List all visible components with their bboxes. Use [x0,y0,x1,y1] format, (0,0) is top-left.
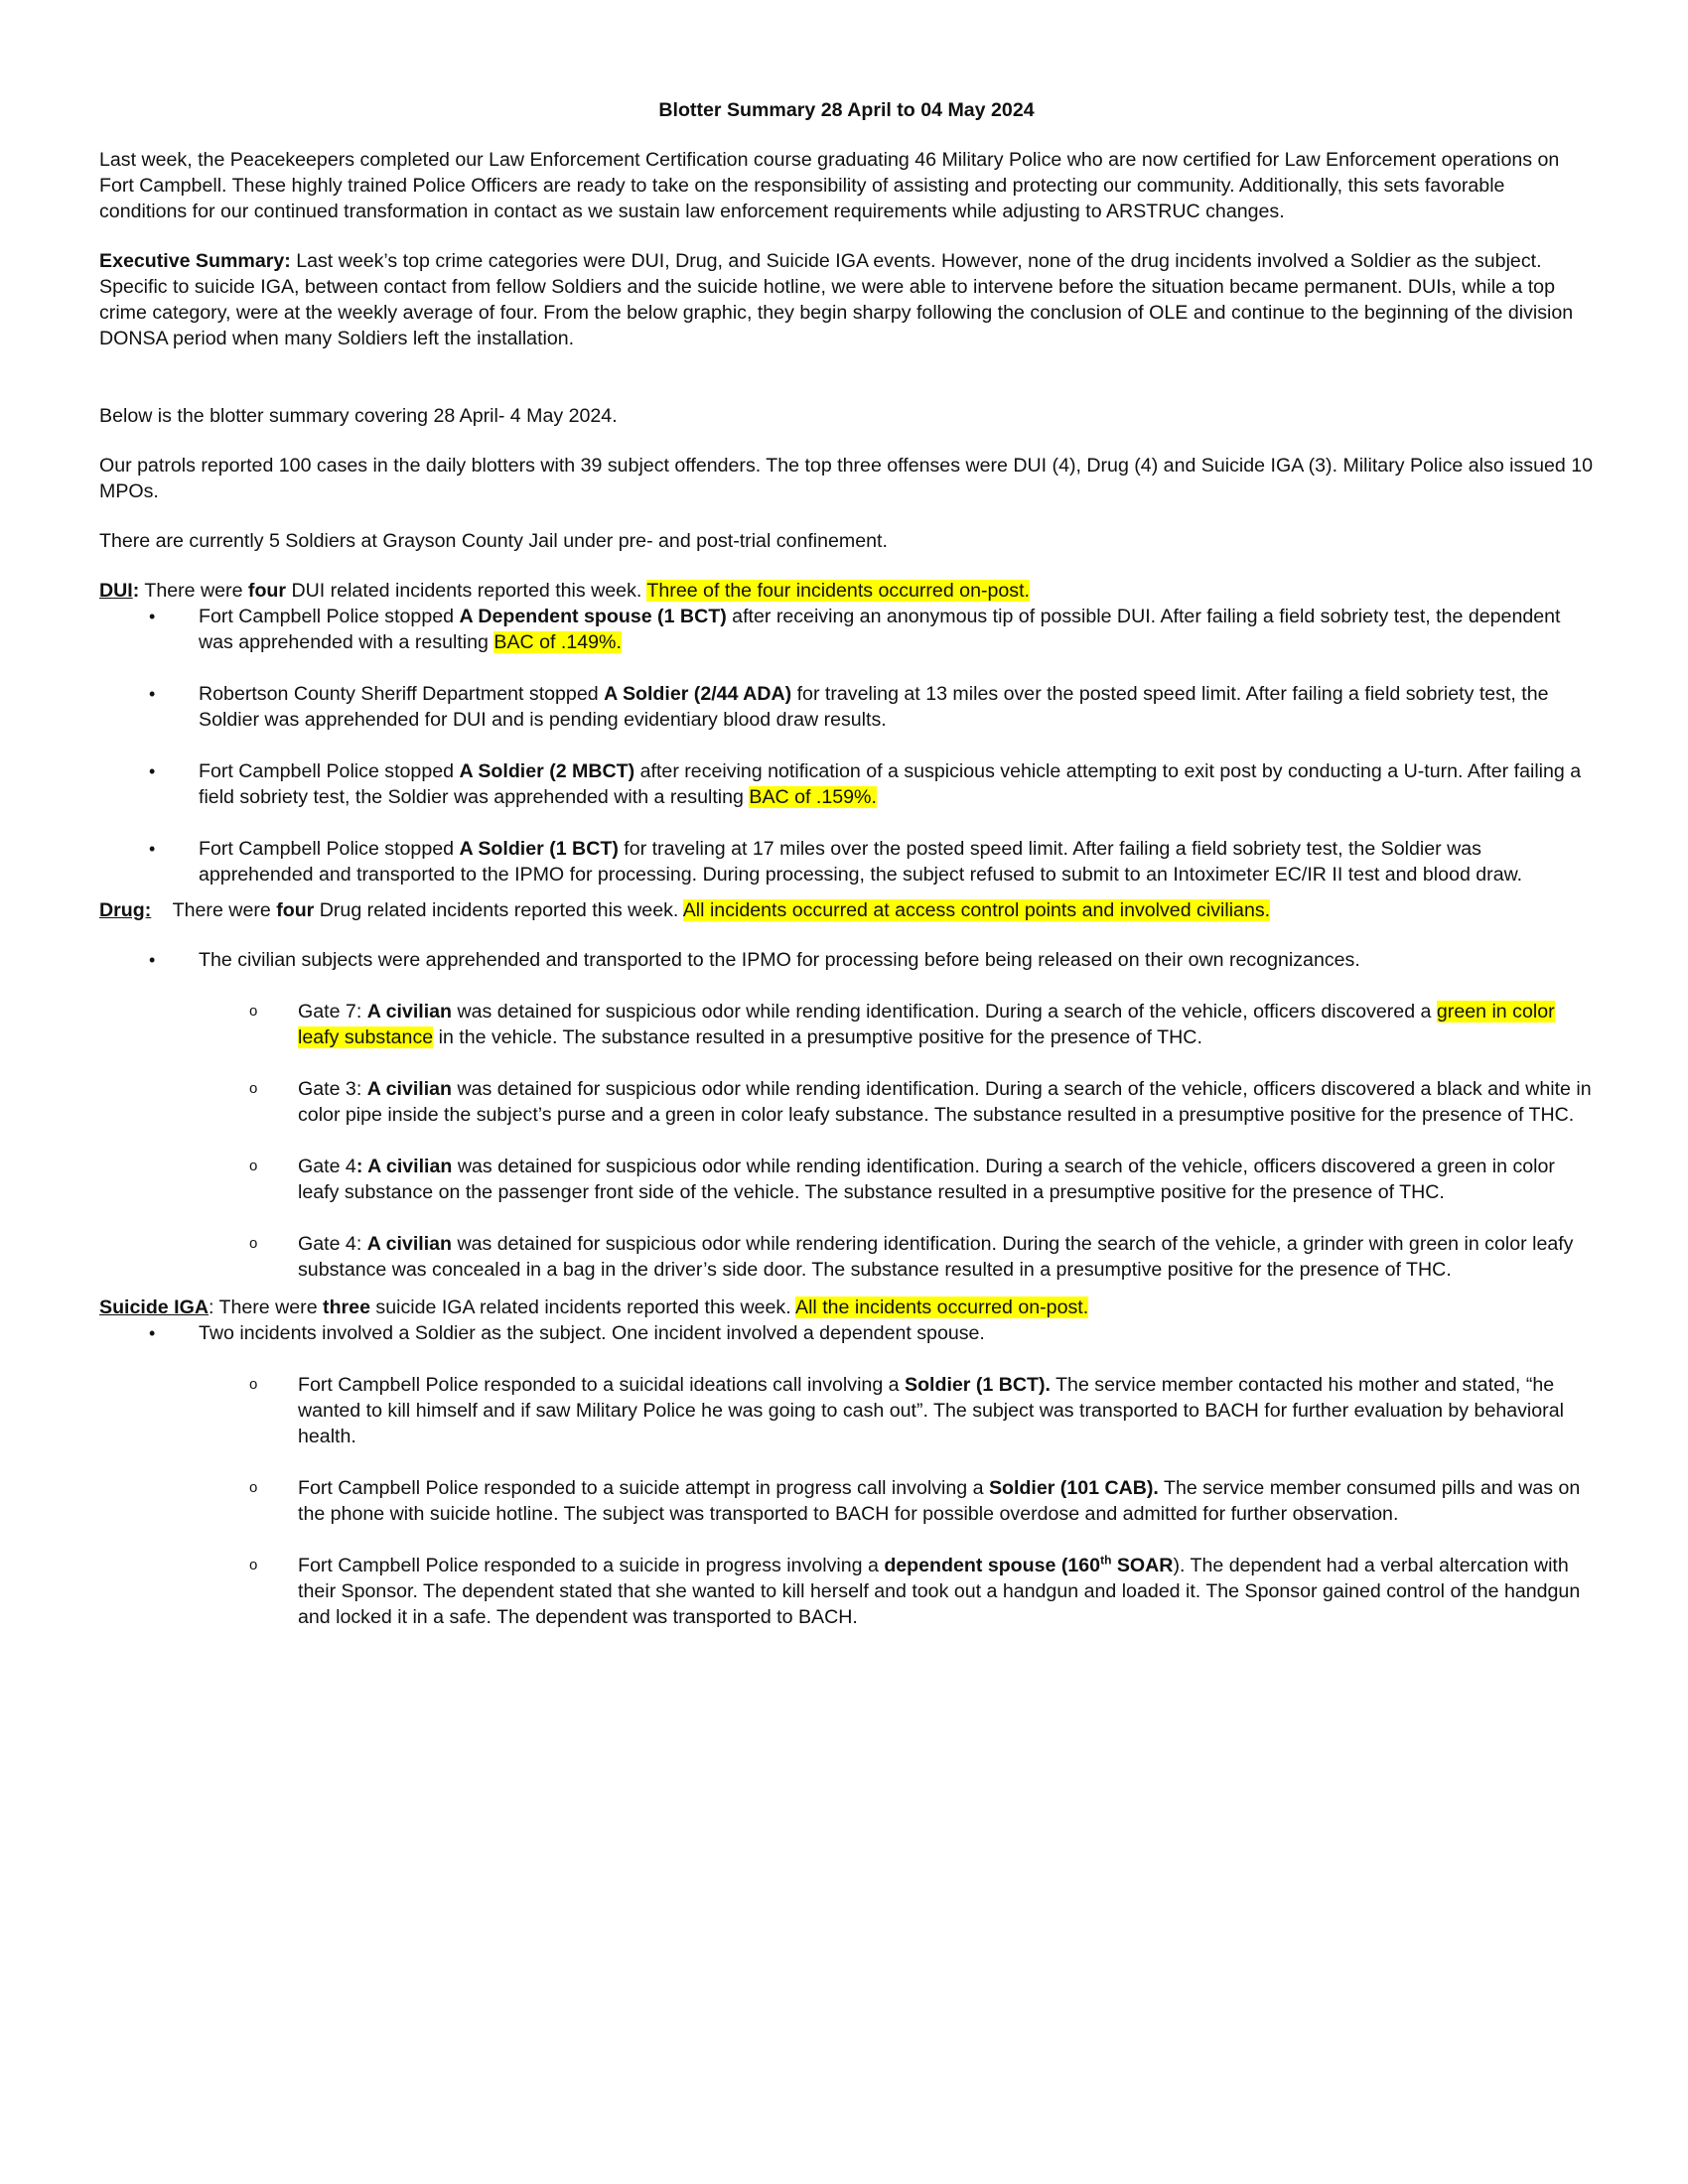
list-item: • Fort Campbell Police stopped A Soldier (2 MBCT) after receiving notification of a suspicious vehicle attempting to exit post by conducting a U-turn. After failing a field sobriety test, the Soldier was apprehended with a resulting BAC of .159%. [149,760,1582,808]
sub-bullet-icon: o [249,1003,258,1020]
bullet-icon: • [149,950,156,970]
executive-summary-text: Last week’s top crime categories were DUI, Drug, and Suicide IGA events. However, none of the drug incidents involved a Soldier as the subject. Specific to suicide IGA, between contact from fellow Soldiers and the suicide hotline, we were able to intervene before the situation became permanent. DUIs, while a top crime category, were at the weekly average of four. From the below graphic, they begin sharpy following the conclusion of OLE and continue to the beginning of the division DONSA period when many Soldiers left the installation. [99,250,1574,349]
dui-list [99,604,1594,887]
drug-count: four [276,899,315,921]
list-item: o Gate 7: A civilian was detained for suspicious odor while rending identification. During a search of the vehicle, officers discovered a green in color leafy substance in the vehicle. The substance resulted in a presumptive positive for the presence of THC. [249,1001,1555,1048]
drug-highlight: All incidents occurred at access control points and involved civilians. [682,899,1271,921]
suicide-label: Suicide IGA [99,1297,209,1318]
bullet-icon: • [149,607,156,626]
dui-heading [99,578,1594,604]
suicide-post: suicide IGA related incidents reported this week. [369,1297,795,1318]
executive-summary [99,248,1594,351]
drug-post: Drug related incidents reported this week. [314,899,683,921]
drug-sub-list [99,999,1594,1283]
list-item: • The civilian subjects were apprehended and transported to the IPMO for processing before being released on their own recognizances. o Gate 7: A civilian was detained for suspicious odor while rending identification. During a search of the vehicle, officers discovered a green in color leafy substance in the vehicle. The substance resulted in a presumptive positive for the presence of THC. o Gate 3: A civilian was detained for suspicious odor while rending identification. During a search of the vehicle, officers discovered a black and white in color pipe inside the subject’s purse and a green in color leafy substance. The substance resulted in a presumptive positive for the presence of THC. o Gate 4: A civilian was detained for suspicious odor while rending identification. During a search of the vehicle, officers discovered a green in color leafy substance on the passenger front side of the vehicle. The substance resulted in a presumptive positive for the presence of THC. o Gate 4: A civilian was detained for suspicious odor while rendering identification. During the search of the vehicle, a grinder with green in color leafy substance was concealed in a bag in the driver’s side door. The substance resulted in a presumptive positive for the presence of THC. [99,947,1594,1283]
dui-count: four [247,580,287,602]
suicide-colon: : There were [208,1297,324,1318]
list-item: o Fort Campbell Police responded to a suicidal ideations call involving a Soldier (1 BCT). The service member contacted his mother and stated, “he wanted to kill himself and if saw Military Police he was going to cash out”. The subject was transported to BACH for further evaluation by behavioral health. [249,1374,1564,1447]
bullet-icon: • [149,839,156,859]
bullet-icon: • [149,684,156,704]
executive-summary-label: Executive Summary: [99,250,291,272]
suicide-list [99,1320,1594,1630]
dui-highlight: Three of the four incidents occurred on-post. [646,580,1030,602]
suicide-count: three [323,1297,370,1318]
suicide-highlight: All the incidents occurred on-post. [795,1297,1089,1318]
drug-heading [99,897,1594,923]
suicide-heading [99,1295,1594,1320]
sub-bullet-icon: o [249,1158,258,1174]
list-item: o Gate 4: A civilian was detained for suspicious odor while rending identification. During a search of the vehicle, officers discovered a green in color leafy substance on the passenger front side of the vehicle. The substance resulted in a presumptive positive for the presence of THC. [249,1156,1555,1203]
jail-paragraph: There are currently 5 Soldiers at Grayson County Jail under pre- and post-trial confinement. [99,530,888,552]
sub-bullet-icon: o [249,1080,258,1097]
sub-bullet-icon: o [249,1376,258,1393]
dui-colon: : [132,580,140,602]
dui-label: DUI [99,580,133,602]
drug-list [99,947,1594,1283]
dui-pre: There were [139,580,248,602]
drug-pre: There were [151,899,277,921]
list-item: o Gate 3: A civilian was detained for suspicious odor while rending identification. During a search of the vehicle, officers discovered a black and white in color pipe inside the subject’s purse and a green in color leafy substance. The substance resulted in a presumptive positive for the presence of THC. [249,1078,1592,1126]
list-item: • Fort Campbell Police stopped A Soldier (1 BCT) for traveling at 17 miles over the posted speed limit. After failing a field sobriety test, the Soldier was apprehended and transported to the IPMO for processing. During processing, the subject refused to submit to an Intoximeter EC/IR II test and blood draw. [149,838,1523,886]
intro-paragraph: Last week, the Peacekeepers completed our Law Enforcement Certification course graduating 46 Military Police who are now certified for Law Enforcement operations on Fort Campbell. These highly trained Police Officers are ready to take on the responsibility of assisting and protecting our community. Additionally, this sets favorable conditions for our continued transformation in contact as we sustain law enforcement requirements while adjusting to ARSTRUC changes. [99,149,1560,222]
bullet-icon: • [149,761,156,781]
list-item: o Fort Campbell Police responded to a suicide in progress involving a dependent spouse (160th SOAR). The dependent had a verbal altercation with their Sponsor. The dependent stated that she wanted to kill herself and took out a handgun and loaded it. The Sponsor gained control of the handgun and locked it in a safe. The dependent was transported to BACH. [249,1553,1581,1628]
list-item: • Fort Campbell Police stopped A Dependent spouse (1 BCT) after receiving an anonymous tip of possible DUI. After failing a field sobriety test, the dependent was apprehended with a resulting BAC of .149%. [149,606,1561,653]
drug-label: Drug: [99,899,152,921]
bullet-icon: • [149,1323,156,1343]
document-page [99,97,1594,1630]
sub-bullet-icon: o [249,1235,258,1252]
page-title: Blotter Summary 28 April to 04 May 2024 [658,99,1035,121]
list-item: o Gate 4: A civilian was detained for suspicious odor while rendering identification. During the search of the vehicle, a grinder with green in color leafy substance was concealed in a bag in the driver’s side door. The substance resulted in a presumptive positive for the presence of THC. [249,1233,1574,1281]
suicide-sub-list [99,1372,1594,1630]
patrols-paragraph: Our patrols reported 100 cases in the daily blotters with 39 subject offenders. The top three offenses were DUI (4), Drug (4) and Suicide IGA (3). Military Police also issued 10 MPOs. [99,455,1594,502]
list-item: • Two incidents involved a Soldier as the subject. One incident involved a dependent spouse. o Fort Campbell Police responded to a suicidal ideations call involving a Soldier (1 BCT). The service member contacted his mother and stated, “he wanted to kill himself and if saw Military Police he was going to cash out”. The subject was transported to BACH for further evaluation by behavioral health. o Fort Campbell Police responded to a suicide attempt in progress call involving a Soldier (101 CAB). The service member consumed pills and was on the phone with suicide hotline. The subject was transported to BACH for possible overdose and admitted for further observation. o Fort Campbell Police responded to a suicide in progress involving a dependent spouse (160th SOAR). The dependent had a verbal altercation with their Sponsor. The dependent stated that she wanted to kill herself and took out a handgun and loaded it. The Sponsor gained control of the handgun and locked it in a safe. The dependent was transported to BACH. [99,1320,1594,1630]
sub-bullet-icon: o [249,1557,258,1573]
dui-post: DUI related incidents reported this week. [286,580,647,602]
sub-bullet-icon: o [249,1479,258,1496]
list-item: • Robertson County Sheriff Department stopped A Soldier (2/44 ADA) for traveling at 13 miles over the posted speed limit. After failing a field sobriety test, the Soldier was apprehended for DUI and is pending evidentiary blood draw results. [149,683,1549,731]
list-item: o Fort Campbell Police responded to a suicide attempt in progress call involving a Soldier (101 CAB). The service member consumed pills and was on the phone with suicide hotline. The subject was transported to BACH for possible overdose and admitted for further observation. [249,1477,1581,1525]
summary-line: Below is the blotter summary covering 28 April- 4 May 2024. [99,405,618,427]
